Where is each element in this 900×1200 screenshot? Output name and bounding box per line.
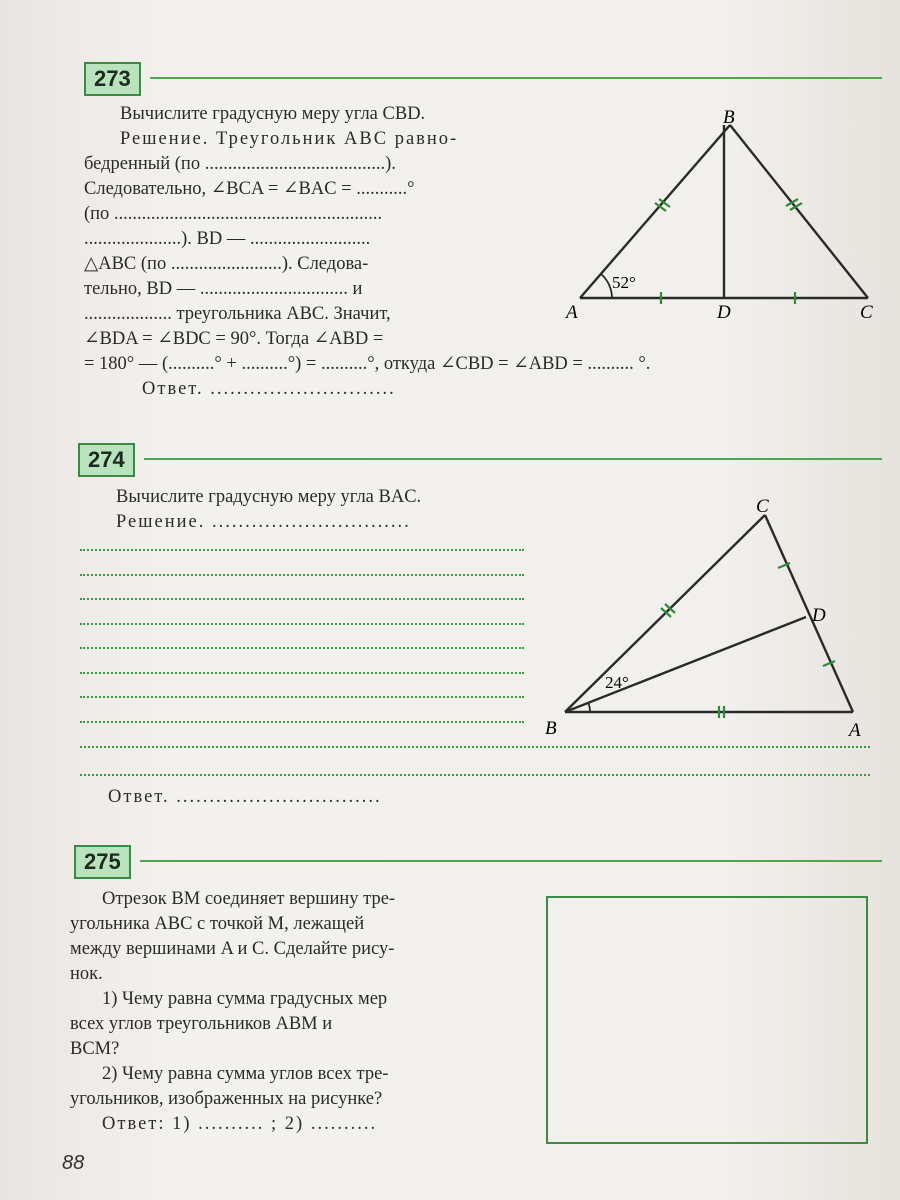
vertex-a-label: A — [849, 720, 861, 741]
problem-273-line-9: ................... треугольника ABC. Значит, — [84, 304, 391, 324]
answer-row-9[interactable] — [80, 746, 870, 748]
vertex-d-label: D — [812, 605, 826, 626]
problem-275-line-6: всех углов треугольников ABM и — [70, 1014, 333, 1034]
vertex-c-label: C — [756, 496, 769, 517]
problem-275-line-1: Отрезок BM соединяет вершину тре- — [102, 889, 396, 909]
problem-273-line-4: Следовательно, ∠BCA = ∠BAC = ...........° — [84, 179, 415, 199]
vertex-d-label: D — [717, 302, 731, 323]
problem-274-line-2: Решение. .............................. — [116, 512, 411, 532]
answer-row-5[interactable] — [80, 647, 524, 649]
problem-273-line-1: Вычислите градусную меру угла CBD. — [120, 104, 426, 124]
problem-274-number: 274 — [78, 443, 135, 477]
angle-a-arc — [601, 274, 612, 298]
angle-b-label: 24° — [605, 673, 629, 692]
tick-bc-1 — [786, 199, 798, 206]
problem-273-number: 273 — [84, 62, 141, 96]
problem-275-line-9: угольников, изображенных на рисунке? — [70, 1089, 383, 1109]
answer-row-3[interactable] — [80, 598, 524, 600]
problem-275-line-3: между вершинами A и C. Сделайте рису- — [70, 939, 395, 959]
vertex-b-label: B — [723, 107, 735, 128]
vertex-a-label: A — [566, 302, 578, 323]
page-number: 88 — [62, 1152, 85, 1174]
answer-row-10[interactable] — [80, 774, 870, 776]
problem-273-line-2: Решение. Треугольник ABC равно- — [120, 129, 459, 149]
problem-273-line-5: (по .......................................................... — [84, 204, 383, 224]
problem-274-line-1: Вычислите градусную меру угла BAC. — [116, 487, 422, 507]
triangle-cba-figure — [535, 490, 875, 745]
problem-274-rule — [144, 458, 882, 460]
problem-274-answer: Ответ. ............................... — [108, 787, 382, 807]
problem-273-line-7: △ABC (по ........................). Следова- — [84, 254, 369, 274]
problem-273-rule — [150, 77, 882, 79]
problem-275-line-8: 2) Чему равна сумма углов всех тре- — [102, 1064, 389, 1084]
problem-273-line-11: = 180° — (..........° + ..........°) = ..........°, откуда ∠CBD = ∠ABD = .......... °. — [84, 354, 651, 374]
drawing-area-box[interactable] — [546, 896, 868, 1144]
answer-row-7[interactable] — [80, 696, 524, 698]
answer-row-1[interactable] — [80, 549, 524, 551]
problem-275-line-2: угольника ABC с точкой M, лежащей — [70, 914, 365, 934]
answer-row-2[interactable] — [80, 574, 524, 576]
answer-row-6[interactable] — [80, 672, 524, 674]
side-cb — [565, 515, 765, 712]
problem-275-number: 275 — [74, 845, 131, 879]
answer-row-4[interactable] — [80, 623, 524, 625]
problem-273-line-8: тельно, BD — ................................ и — [84, 279, 363, 299]
problem-275-line-7: BCM? — [70, 1039, 120, 1059]
problem-275-text — [70, 887, 540, 1147]
problem-273-line-10: ∠BDA = ∠BDC = 90°. Тогда ∠ABD = — [84, 329, 384, 349]
side-ca — [765, 515, 853, 712]
problem-275-line-4: нок. — [70, 964, 103, 984]
answer-row-8[interactable] — [80, 721, 524, 723]
triangle-abc-figure — [560, 100, 890, 330]
vertex-b-label: B — [545, 718, 557, 739]
side-bc — [730, 125, 868, 298]
problem-275-rule — [140, 860, 882, 862]
segment-bd — [565, 617, 806, 712]
vertex-c-label: C — [860, 302, 873, 323]
problem-275-answer: Ответ: 1) .......... ; 2) .......... — [102, 1114, 378, 1134]
problem-275-line-5: 1) Чему равна сумма градусных мер — [102, 989, 388, 1009]
angle-a-label: 52° — [612, 273, 636, 292]
problem-273-line-6: .....................). BD — .......................... — [84, 229, 371, 249]
problem-273-answer: Ответ. ............................ — [142, 379, 396, 399]
problem-274-text — [80, 485, 550, 532]
problem-273-line-3: бедренный (по .......................................). — [84, 154, 396, 174]
side-ab — [580, 125, 730, 298]
